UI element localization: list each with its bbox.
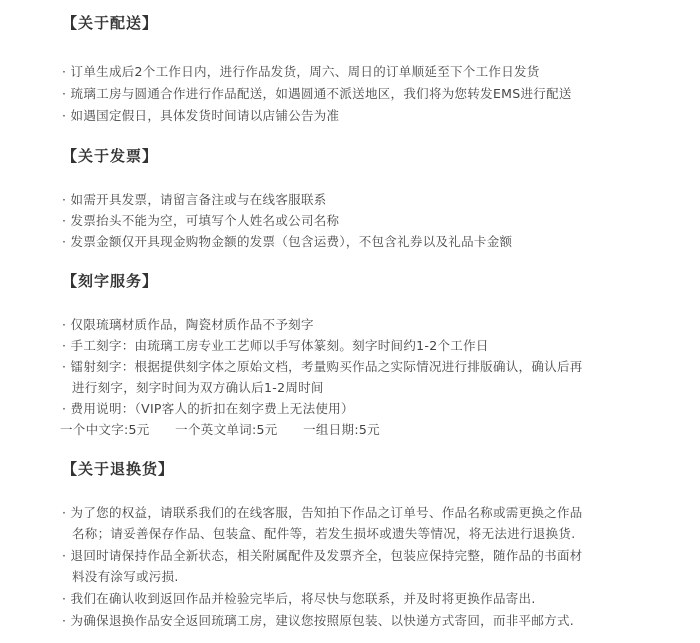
engraving-line-1: · 仅限琉璃材质作品，陶瓷材质作品不予刻字 [62,317,314,332]
section-title-invoice: 【关于发票】 [62,147,159,165]
engraving-fee-details: 一个中文字:5元 一个英文单词:5元 一组日期:5元 [60,422,380,437]
returns-line-4: · 为确保退换作品安全返回琉璃工房，建议您按照原包装、以快递方式寄回，而非平邮方式. [62,613,575,628]
engraving-line-3: · 镭射刻字：根据提供刻字体之原始文档，考量购买作品之实际情况进行排版确认，确认后再 [62,359,583,374]
invoice-line-2: · 发票抬头不能为空，可填写个人姓名或公司名称 [62,213,340,228]
invoice-line-3: · 发票金额仅开具现金购物金额的发票（包含运费），不包含礼券以及礼品卡金额 [62,234,513,249]
engraving-line-2: · 手工刻字：由琉璃工房专业工艺师以手写体篆刻。刻字时间约1-2个工作日 [62,338,489,353]
delivery-line-3: · 如遇国定假日，具体发货时间请以店铺公告为准 [62,108,340,123]
invoice-line-1: · 如需开具发票，请留言备注或与在线客服联系 [62,192,327,207]
returns-line-2-cont: 料没有涂写或污损. [72,569,179,584]
returns-line-1: · 为了您的权益，请联系我们的在线客服，告知拍下作品之订单号、作品名称或需更换之作品 [62,505,583,520]
section-title-returns: 【关于退换货】 [62,460,175,478]
returns-line-1-cont: 名称；请妥善保存作品、包装盒、配件等，若发生损坏或遗失等情况，将无法进行退换货. [72,526,576,541]
returns-line-3: · 我们在确认收到返回作品并检验完毕后，将尽快与您联系，并及时将更换作品寄出. [62,591,536,606]
section-title-delivery: 【关于配送】 [62,14,159,32]
delivery-line-1: · 订单生成后2个工作日内，进行作品发货，周六、周日的订单顺延至下个工作日发货 [62,64,540,79]
section-title-engraving: 【刻字服务】 [62,272,159,290]
engraving-line-3-cont: 进行刻字，刻字时间为双方确认后1-2周时间 [72,380,324,395]
delivery-line-2: · 琉璃工房与圆通合作进行作品配送，如遇圆通不派送地区，我们将为您转发EMS进行配送 [62,86,572,101]
engraving-fee-heading: · 费用说明：（VIP客人的折扣在刻字费上无法使用） [62,401,354,416]
returns-line-2: · 退回时请保持作品全新状态，相关附属配件及发票齐全，包装应保持完整，随作品的书面材 [62,548,583,563]
